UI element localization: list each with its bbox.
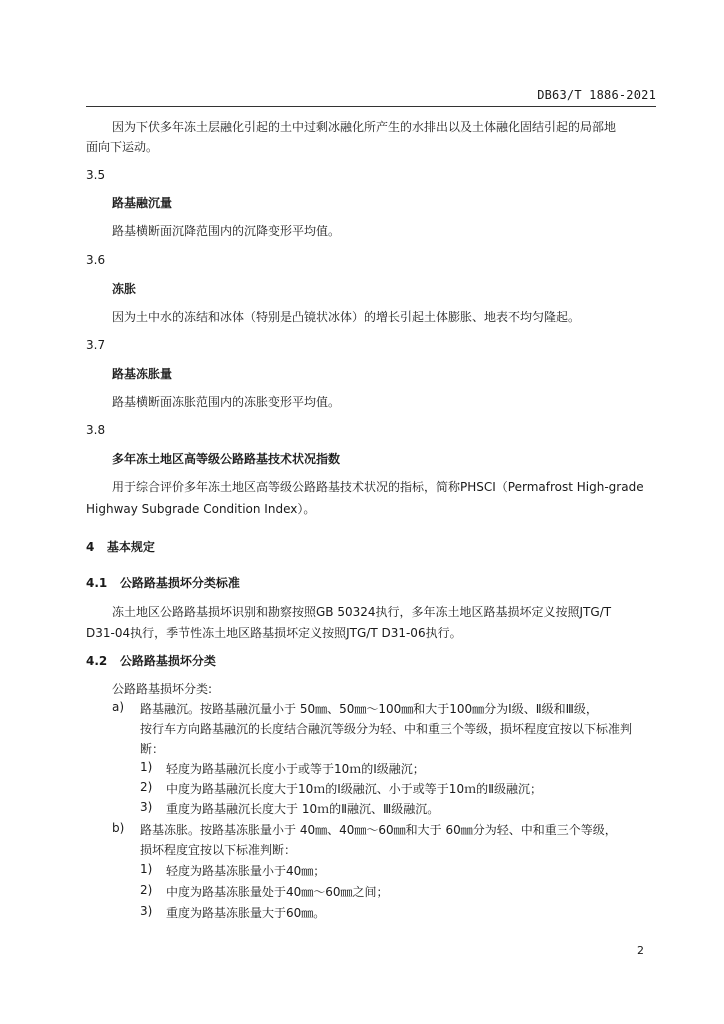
section-4-2-intro: 公路路基损坏分类: (112, 682, 213, 696)
clause-3-6-definition: 因为土中水的冻结和冰体（特别是凸镜状冰体）的增长引起土体膨胀、地表不均匀隆起。 (112, 310, 581, 324)
list-item-b-marker: b) (112, 821, 125, 835)
subitem-a3-text: 重度为路基融沉长度大于 10ｍ的Ⅱ融沉、Ⅲ级融沉。 (166, 802, 440, 816)
list-item-b-line1: 路基冻胀。按路基冻胀量小于 40㎜、40㎜～60㎜和大于 60㎜分为轻、中和重三个等级， (140, 823, 617, 837)
clause-3-6-number: 3.6 (86, 253, 106, 267)
clause-3-8-definition-line1: 用于综合评价多年冻土地区高等级公路路基技术状况的指标，简称PHSCI（Permafrost High-grade (112, 480, 644, 494)
subitem-b1-text: 轻度为路基冻胀量小于40㎜； (166, 864, 326, 878)
subitem-a1-text: 轻度为路基融沉长度小于或等于10ｍ的Ⅰ级融沉； (166, 762, 425, 776)
list-item-b-line2: 损坏程度宜按以下标准判断： (140, 843, 297, 857)
clause-3-7-definition: 路基横断面冻胀范围内的冻胀变形平均值。 (112, 395, 341, 409)
section-4-heading (86, 538, 155, 555)
subitem-b2-text: 中度为路基冻胀量处于40㎜～60㎜之间； (166, 885, 389, 899)
list-item-a-line2: 按行车方向路基融沉的长度结合融沉等级分为轻、中和重三个等级，损坏程度宜按以下标准判 (140, 722, 633, 736)
definition-3-4-line1: 因为下伏多年冻土层融化引起的土中过剩冰融化所产生的水排出以及土体融化固结引起的局部地 (112, 120, 617, 134)
clause-3-5-definition: 路基横断面沉降范围内的沉降变形平均值。 (112, 224, 341, 238)
section-4-1-heading (86, 574, 240, 591)
subitem-a1-marker: 1) (140, 760, 153, 774)
section-4-2-number: 4.2 (86, 654, 108, 668)
list-item-a-line1: 路基融沉。按路基融沉量小于 50㎜、50㎜～100㎜和大于100㎜分为Ⅰ级、Ⅱ级和Ⅲ级， (140, 702, 598, 716)
section-4-number: 4 (86, 540, 95, 554)
subitem-a3-marker: 3) (140, 800, 153, 814)
subitem-b3-marker: 3) (140, 904, 153, 918)
clause-3-6-term: 冻胀 (112, 282, 137, 296)
clause-3-8-term: 多年冻土地区高等级公路路基技术状况指数 (112, 452, 341, 466)
subitem-a2-marker: 2) (140, 780, 153, 794)
page-number: 2 (637, 944, 644, 957)
document-code: DB63/T 1886-2021 (537, 88, 656, 102)
clause-3-8-definition-line2: Highway Subgrade Condition Index）。 (86, 502, 316, 516)
section-4-1-title: 公路路基损坏分类标准 (119, 576, 240, 590)
list-item-a-line3: 断： (140, 742, 165, 756)
section-4-2-heading (86, 652, 216, 669)
definition-3-4-line2: 面向下运动。 (86, 140, 159, 154)
section-4-1-body-line1: 冻土地区公路路基损坏识别和勘察按照GB 50324执行，多年冻土地区路基损坏定义按照JTG/T (112, 605, 612, 619)
clause-3-7-number: 3.7 (86, 338, 106, 352)
subitem-b1-marker: 1) (140, 862, 153, 876)
subitem-b3-text: 重度为路基冻胀量大于60㎜。 (166, 906, 326, 920)
subitem-b2-marker: 2) (140, 883, 153, 897)
header-divider (86, 106, 656, 107)
clause-3-7-term: 路基冻胀量 (112, 367, 173, 381)
clause-3-5-number: 3.5 (86, 168, 106, 182)
list-item-a-marker: a) (112, 700, 125, 714)
section-4-title: 基本规定 (106, 540, 155, 554)
section-4-2-title: 公路路基损坏分类 (119, 654, 216, 668)
clause-3-8-number: 3.8 (86, 423, 106, 437)
clause-3-5-term: 路基融沉量 (112, 196, 173, 210)
section-4-1-body-line2: D31-04执行，季节性冻土地区路基损坏定义按照JTG/T D31-06执行。 (86, 626, 462, 640)
section-4-1-number: 4.1 (86, 576, 108, 590)
subitem-a2-text: 中度为路基融沉长度大于10ｍ的Ⅰ级融沉、小于或等于10ｍ的Ⅱ级融沉； (166, 782, 542, 796)
